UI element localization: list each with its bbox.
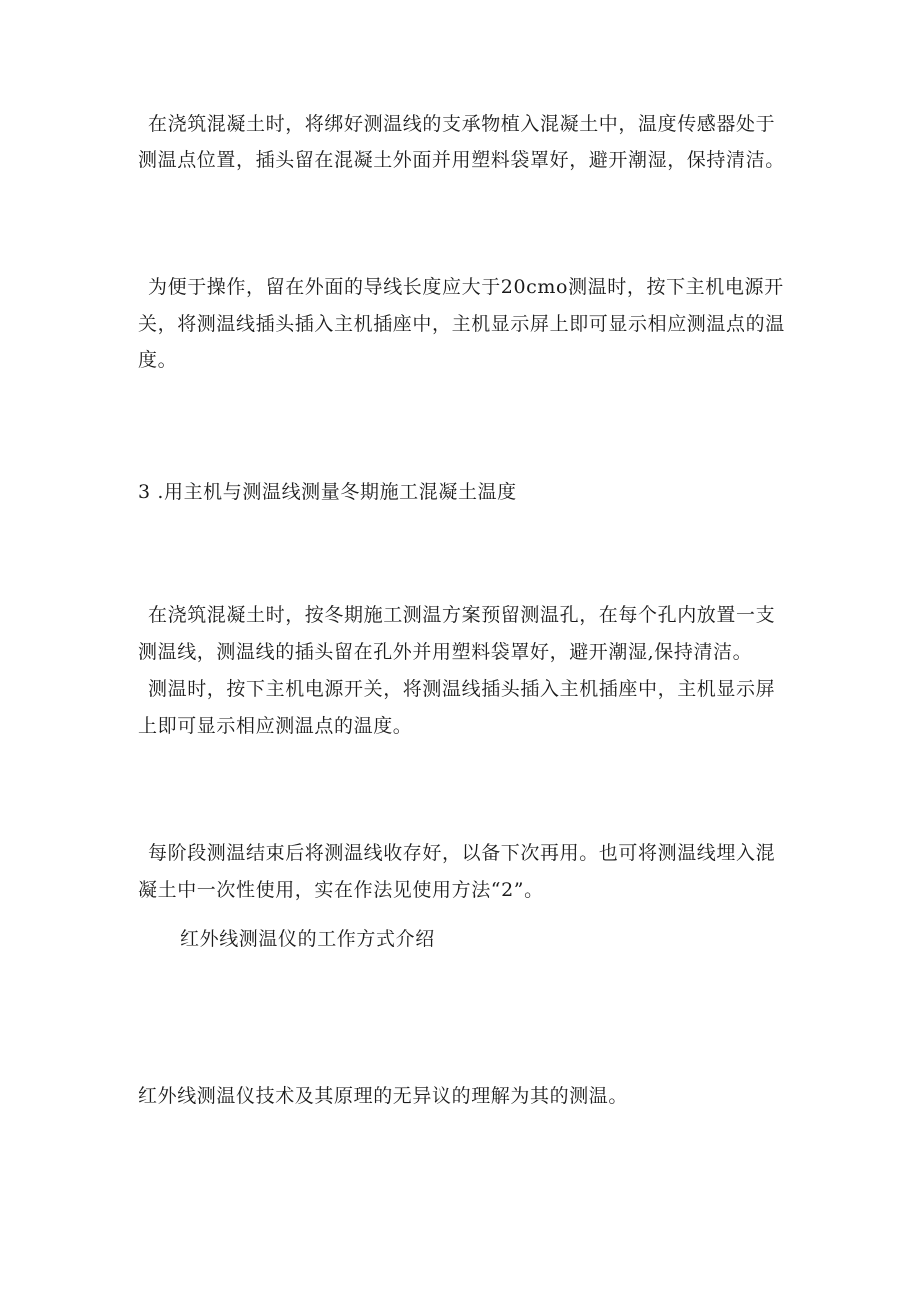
sub-heading-infrared: 红外线测温仪的工作方式介绍 xyxy=(180,928,435,950)
paragraph-2-line-3: 度。 xyxy=(138,349,178,371)
paragraph-1-line-2: 测温点位置，插头留在混凝土外面并用塑料袋罩好，避开潮湿，保持清洁。 xyxy=(138,149,785,171)
paragraph-4-line-2: 凝土中一次性使用，实在作法见使用方法“2”。 xyxy=(138,879,544,901)
paragraph-3-line-3: 测温时，按下主机电源开关，将测温线插头插入主机插座中，主机显示屏 xyxy=(148,678,776,700)
paragraph-4-line-1: 每阶段测温结束后将测温线收存好，以备下次再用。也可将测温线埋入混 xyxy=(148,842,776,864)
paragraph-2-line-2: 关，将测温线插头插入主机插座中，主机显示屏上即可显示相应测温点的温 xyxy=(138,313,785,335)
paragraph-2-line-1: 为便于操作，留在外面的导线长度应大于20cmo测温时，按下主机电源开 xyxy=(148,276,784,298)
paragraph-3-line-2: 测温线，测温线的插头留在孔外并用塑料袋罩好，避开潮湿,保持清洁。 xyxy=(138,641,753,663)
paragraph-1-line-1: 在浇筑混凝土时，将绑好测温线的支承物植入混凝土中，温度传感器处于 xyxy=(148,113,776,135)
paragraph-5-line-1: 红外线测温仪技术及其原理的无异议的理解为其的测温。 xyxy=(138,1085,629,1107)
paragraph-3-line-4: 上即可显示相应测温点的温度。 xyxy=(138,715,413,737)
paragraph-3-line-1: 在浇筑混凝土时，按冬期施工测温方案预留测温孔，在每个孔内放置一支 xyxy=(148,604,776,626)
section-heading-3: 3 .用主机与测温线测量冬期施工混凝土温度 xyxy=(138,481,517,503)
